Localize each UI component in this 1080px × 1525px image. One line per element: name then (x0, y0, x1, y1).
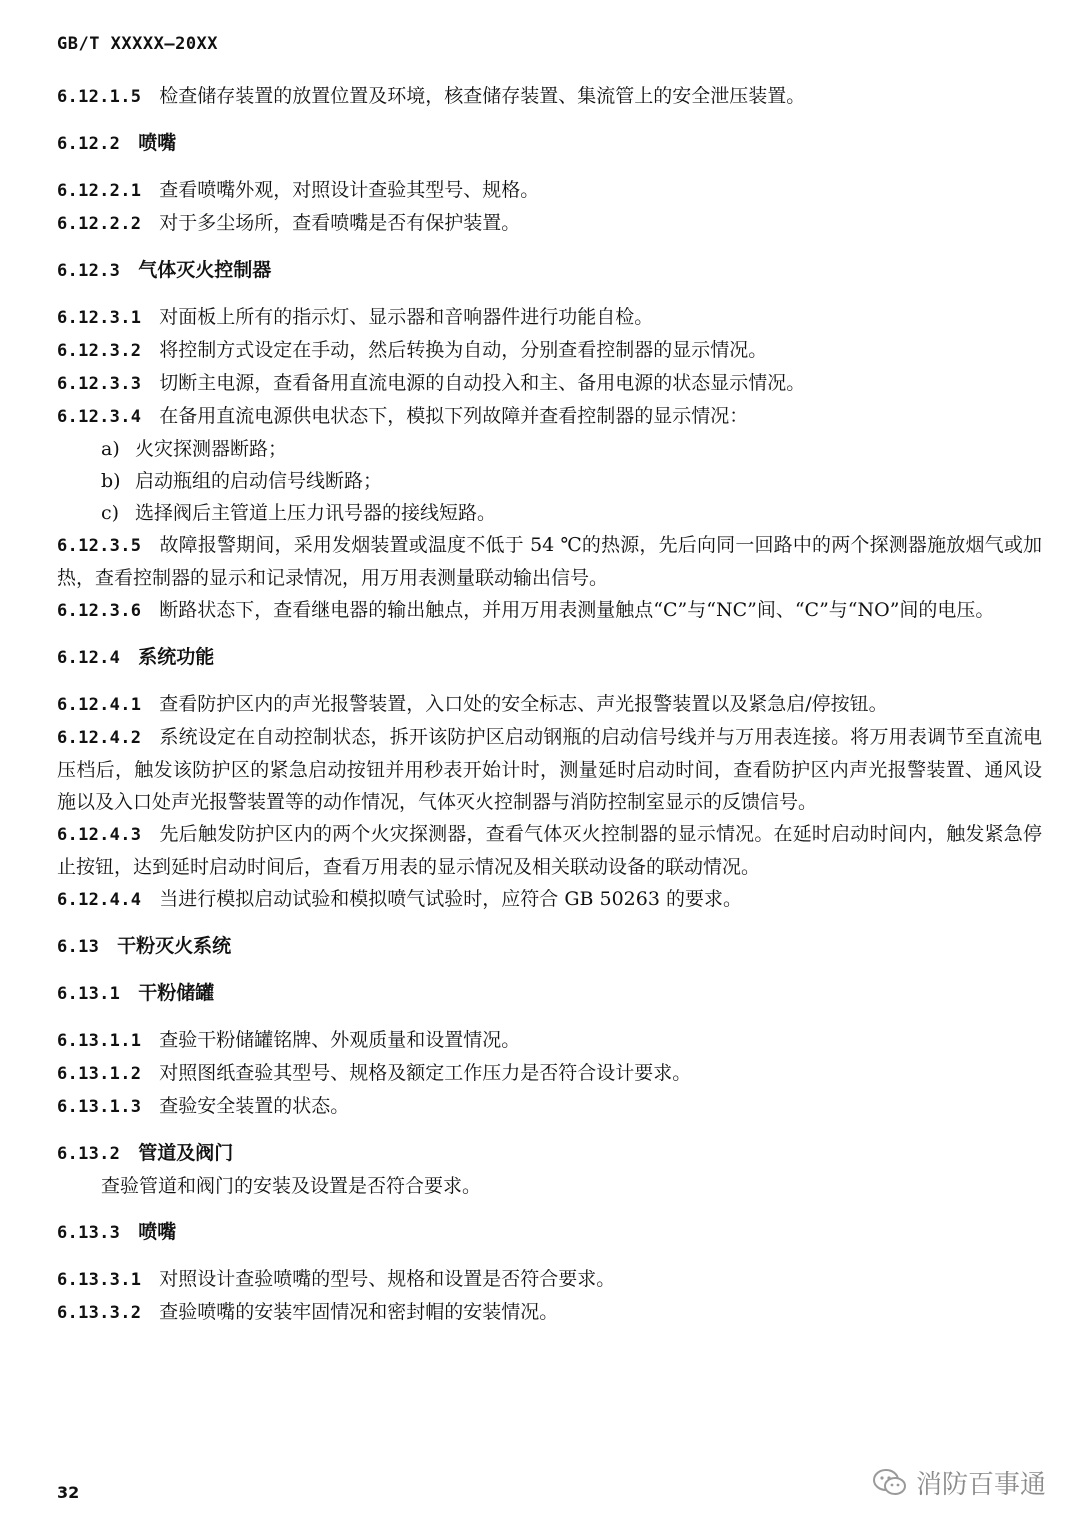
clause-6-12-1-5 (57, 80, 1042, 113)
list-item (101, 433, 1042, 465)
clause-text: 查看喷嘴外观，对照设计查验其型号、规格。 (159, 179, 540, 201)
clause-text: 对照图纸查验其型号、规格及额定工作压力是否符合设计要求。 (159, 1062, 692, 1084)
clause-number: 6.13.3.2 (57, 1303, 142, 1323)
list-item (101, 497, 1042, 529)
page-number: 32 (57, 1483, 80, 1502)
clause-6-12-3-2 (57, 334, 1042, 367)
heading-title: 喷嘴 (138, 1221, 177, 1243)
watermark-text: 消防百事通 (916, 1470, 1047, 1500)
heading-6-12-2 (57, 127, 1042, 160)
heading-6-13-2 (57, 1137, 1042, 1170)
wechat-icon (872, 1467, 908, 1499)
list-text: 选择阀后主管道上压力讯号器的接线短路。 (135, 502, 497, 524)
heading-number: 6.13.2 (57, 1144, 121, 1164)
heading-title: 喷嘴 (138, 132, 177, 154)
clause-6-13-1-3 (57, 1090, 1042, 1123)
watermark (872, 1464, 1046, 1501)
clause-number: 6.12.4.2 (57, 728, 142, 748)
clause-text: 故障报警期间，采用发烟装置或温度不低于 54 ℃的热源，先后向同一回路中的两个探测器施放烟气或加热，查看控制器的显示和记录情况，用万用表测量联动输出信号。 (57, 534, 1042, 589)
clause-text: 将控制方式设定在手动，然后转换为自动，分别查看控制器的显示情况。 (159, 339, 768, 361)
clause-6-12-3-4 (57, 400, 1042, 433)
heading-number: 6.12.2 (57, 134, 121, 154)
clause-number: 6.12.4.4 (57, 890, 142, 910)
clause-text: 当进行模拟启动试验和模拟喷气试验时，应符合 GB 50263 的要求。 (159, 888, 742, 910)
clause-number: 6.12.3.6 (57, 601, 142, 621)
clause-6-12-3-5 (57, 529, 1042, 594)
clause-text: 先后触发防护区内的两个火灾探测器，查看气体灭火控制器的显示情况。在延时启动时间内，触发紧急停止按钮，达到延时启动时间后，查看万用表的显示情况及相关联动设备的联动情况。 (57, 823, 1042, 878)
list-marker: b) (101, 470, 121, 492)
standard-code: GB/T XXXXX—20XX (57, 34, 219, 54)
clause-text: 查验干粉储罐铭牌、外观质量和设置情况。 (159, 1029, 521, 1051)
clause-6-12-4-1 (57, 688, 1042, 721)
clause-text: 对照设计查验喷嘴的型号、规格和设置是否符合要求。 (159, 1268, 616, 1290)
list-item (101, 465, 1042, 497)
clause-number: 6.12.2.2 (57, 214, 142, 234)
heading-title: 干粉灭火系统 (117, 935, 232, 957)
heading-6-12-3 (57, 254, 1042, 287)
list-text: 火灾探测器断路； (135, 438, 288, 460)
clause-number: 6.12.2.1 (57, 181, 142, 201)
clause-number: 6.12.3.1 (57, 308, 142, 328)
clause-6-13-1-1 (57, 1024, 1042, 1057)
clause-6-12-3-3 (57, 367, 1042, 400)
clause-text: 切断主电源，查看备用直流电源的自动投入和主、备用电源的状态显示情况。 (159, 372, 806, 394)
clause-6-12-2-1 (57, 174, 1042, 207)
clause-text: 查验安全装置的状态。 (159, 1095, 350, 1117)
clause-text: 对于多尘场所，查看喷嘴是否有保护装置。 (159, 212, 521, 234)
clause-number: 6.13.1.3 (57, 1097, 142, 1117)
heading-6-13 (57, 930, 1042, 963)
clause-6-12-3-6 (57, 594, 1042, 627)
clause-text: 查验喷嘴的安装牢固情况和密封帽的安装情况。 (159, 1301, 559, 1323)
clause-6-13-3-2 (57, 1296, 1042, 1329)
clause-6-12-4-4 (57, 883, 1042, 916)
list-marker: a) (101, 438, 120, 460)
clause-text: 系统设定在自动控制状态，拆开该防护区启动钢瓶的启动信号线并与万用表连接。将万用表调节至直流电压档后，触发该防护区的紧急启动按钮并用秒表开始计时，测量延时启动时间，查看防护区内声光报警装置、通风设施以及入口处声光报警装置等的动作情况，气体灭火控制器与消防控制室显示的反馈信号。 (57, 726, 1042, 813)
clause-number: 6.12.3.3 (57, 374, 142, 394)
clause-6-13-1-2 (57, 1057, 1042, 1090)
heading-6-12-4 (57, 641, 1042, 674)
clause-6-12-4-3 (57, 818, 1042, 883)
clause-number: 6.12.3.4 (57, 407, 142, 427)
clause-text: 断路状态下，查看继电器的输出触点，并用万用表测量触点“C”与“NC”间、“C”与“NO”间的电压。 (159, 599, 995, 621)
document-body (57, 80, 1042, 1329)
heading-number: 6.13 (57, 937, 100, 957)
clause-number: 6.13.1.1 (57, 1031, 142, 1051)
heading-title: 干粉储罐 (138, 982, 215, 1004)
heading-number: 6.12.4 (57, 648, 121, 668)
heading-title: 气体灭火控制器 (138, 259, 272, 281)
heading-number: 6.13.3 (57, 1223, 121, 1243)
body-paragraph: 查验管道和阀门的安装及设置是否符合要求。 (101, 1175, 482, 1197)
clause-6-12-3-1 (57, 301, 1042, 334)
list-text: 启动瓶组的启动信号线断路； (135, 470, 383, 492)
clause-6-12-4-2 (57, 721, 1042, 818)
heading-title: 管道及阀门 (138, 1142, 234, 1164)
heading-title: 系统功能 (138, 646, 215, 668)
clause-number: 6.12.3.5 (57, 536, 142, 556)
clause-text: 在备用直流电源供电状态下，模拟下列故障并查看控制器的显示情况： (159, 405, 749, 427)
clause-6-13-3-1 (57, 1263, 1042, 1296)
heading-number: 6.13.1 (57, 984, 121, 1004)
clause-number: 6.13.3.1 (57, 1270, 142, 1290)
clause-number: 6.12.4.3 (57, 825, 142, 845)
list-marker: c) (101, 502, 120, 524)
heading-6-13-3 (57, 1216, 1042, 1249)
heading-6-13-1 (57, 977, 1042, 1010)
clause-text: 检查储存装置的放置位置及环境，核查储存装置、集流管上的安全泄压装置。 (159, 85, 806, 107)
clause-6-12-2-2 (57, 207, 1042, 240)
clause-number: 6.12.1.5 (57, 87, 142, 107)
clause-number: 6.12.3.2 (57, 341, 142, 361)
clause-text: 对面板上所有的指示灯、显示器和音响器件进行功能自检。 (159, 306, 654, 328)
clause-text: 查看防护区内的声光报警装置，入口处的安全标志、声光报警装置以及紧急启/停按钮。 (159, 693, 888, 715)
heading-number: 6.12.3 (57, 261, 121, 281)
clause-number: 6.13.1.2 (57, 1064, 142, 1084)
clause-number: 6.12.4.1 (57, 695, 142, 715)
